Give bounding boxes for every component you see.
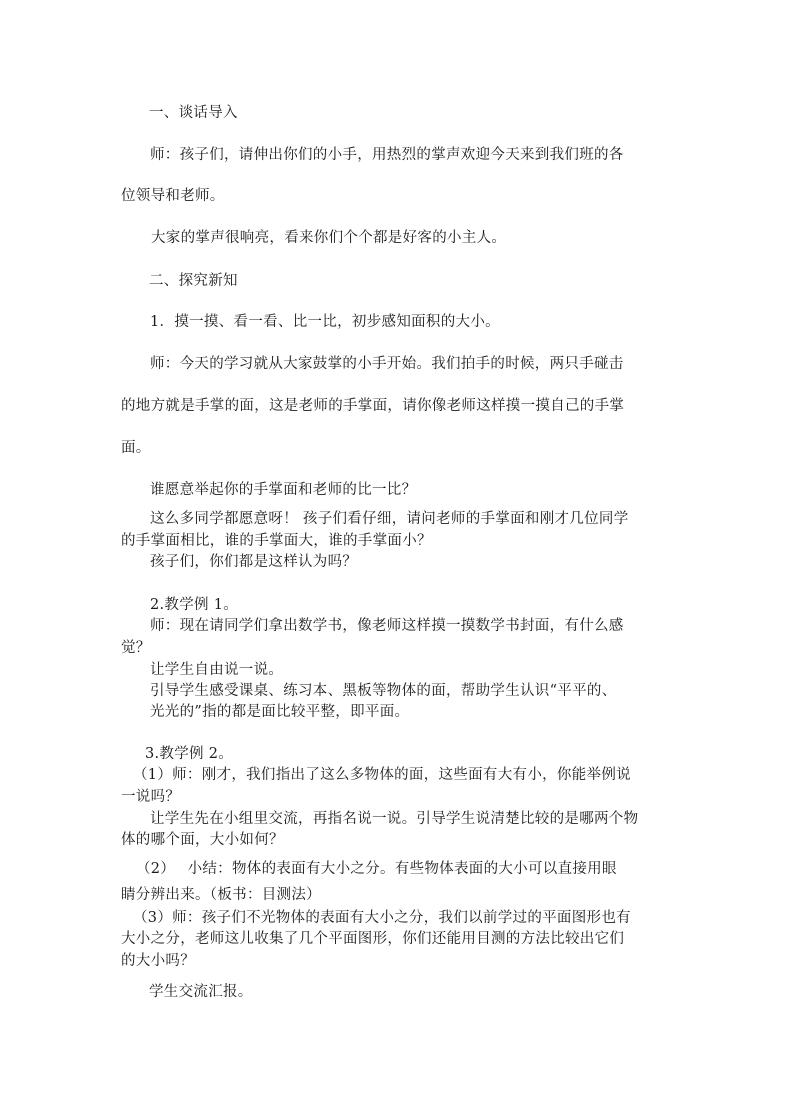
paragraph-line: 让学生先在小组里交流，再指名说一说。引导学生说清楚比较的是哪两个物 bbox=[150, 811, 639, 827]
paragraph-line: 大家的掌声很响亮，看来你们个个都是好客的小主人。 bbox=[151, 230, 507, 246]
paragraph-line: 引导学生感受课桌、练习本、黑板等物体的面，帮助学生认识“平平的、 bbox=[150, 683, 617, 699]
paragraph-line: 的手掌面相比，谁的手掌面大，谁的手掌面小？ bbox=[121, 533, 432, 549]
paragraph-line: 面。 bbox=[121, 440, 151, 456]
paragraph-line: 让学生自由说一说。 bbox=[150, 662, 284, 678]
paragraph-line: 师：孩子们，请伸出你们的小手，用热烈的掌声欢迎今天来到我们班的各 bbox=[150, 147, 624, 163]
paragraph-line: （3）师：孩子们不光物体的表面有大小之分，我们以前学过的平面图形也有 bbox=[133, 910, 631, 926]
paragraph-line: （2） 小结：物体的表面有大小之分。有些物体表面的大小可以直接用眼 bbox=[136, 861, 617, 877]
paragraph-line: 睛分辨出来。（板书：目测法） bbox=[121, 887, 321, 903]
paragraph-line: （1）师：刚才，我们指出了这么多物体的面，这些面有大有小，你能举例说 bbox=[133, 767, 631, 783]
paragraph-line: 光光的”指的都是面比较平整，即平面。 bbox=[150, 704, 410, 720]
paragraph-line: 的地方就是手掌的面，这是老师的手掌面，请你像老师这样摸一摸自己的手掌 bbox=[121, 398, 625, 414]
paragraph-line: 的大小吗？ bbox=[121, 953, 195, 969]
subsection-heading: 3.教学例 2。 bbox=[145, 746, 234, 762]
paragraph-line: 觉？ bbox=[121, 640, 151, 656]
paragraph-line: 大小之分，老师这儿收集了几个平面图形，你们还能用目测的方法比较出它们 bbox=[121, 931, 625, 947]
subsection-heading: 1．摸一摸、看一看、比一比，初步感知面积的大小。 bbox=[150, 314, 500, 330]
paragraph-line: 孩子们，你们都是这样认为吗？ bbox=[150, 554, 358, 570]
paragraph-line: 一说吗？ bbox=[121, 789, 181, 805]
paragraph-line: 体的哪个面，大小如何？ bbox=[121, 832, 284, 848]
section-heading-1: 一、谈话导入 bbox=[149, 105, 238, 121]
paragraph-line: 师：今天的学习就从大家鼓掌的小手开始。我们拍手的时候，两只手碰击 bbox=[150, 356, 624, 372]
section-heading-2: 二、探究新知 bbox=[149, 273, 238, 289]
paragraph-line: 这么多同学都愿意呀！ 孩子们看仔细，请问老师的手掌面和刚才几位同学 bbox=[150, 511, 629, 527]
paragraph-line: 谁愿意举起你的手掌面和老师的比一比？ bbox=[150, 482, 417, 498]
subsection-heading: 2.教学例 1。 bbox=[150, 597, 239, 613]
paragraph-line: 位领导和老师。 bbox=[121, 188, 225, 204]
paragraph-line: 学生交流汇报。 bbox=[149, 984, 253, 1000]
paragraph-line: 师：现在请同学们拿出数学书，像老师这样摸一摸数学书封面，有什么感 bbox=[150, 618, 624, 634]
